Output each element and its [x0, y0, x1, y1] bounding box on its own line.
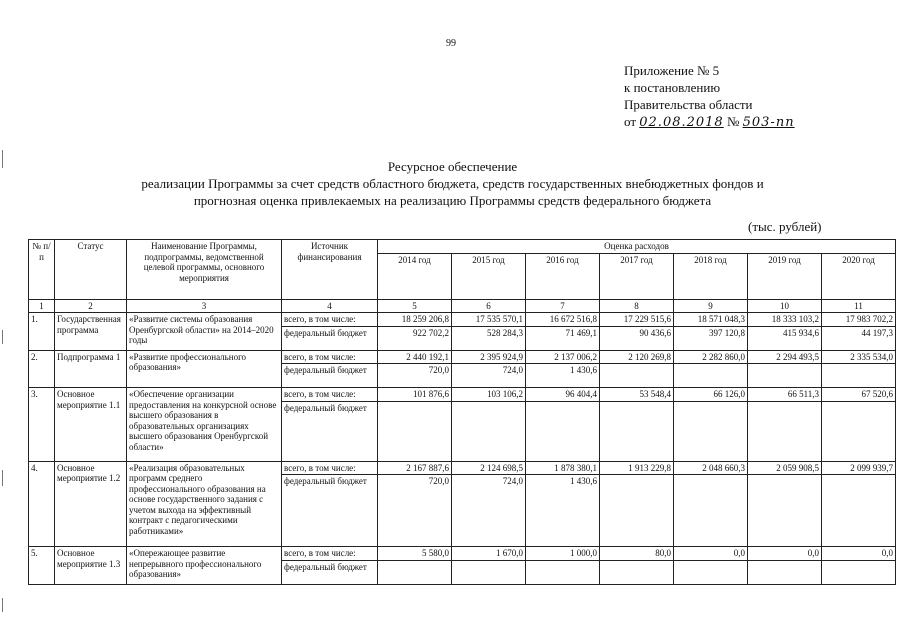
amount-cell: 1 430,6: [526, 475, 600, 547]
amount-cell: 397 120,8: [674, 326, 748, 350]
amount-cell: 0,0: [748, 547, 822, 561]
appendix-line-2: к постановлению: [624, 80, 721, 95]
amount-cell: [822, 401, 896, 461]
title-line-3: прогнозная оценка привлекаемых на реализацию Программы средств федерального бюджета: [193, 193, 712, 208]
amount-cell: [526, 560, 600, 584]
row-name: «Опережающее развитие непрерывного профессионального образования»: [127, 547, 282, 585]
amount-cell: [526, 401, 600, 461]
amount-cell: 2 335 534,0: [822, 350, 896, 364]
row-number: 1.: [29, 313, 55, 351]
column-number: 1: [29, 299, 55, 313]
amount-cell: 101 876,6: [378, 388, 452, 402]
title-line-1: Ресурсное обеспечение: [387, 159, 518, 174]
header-year: 2017 год: [600, 253, 674, 299]
amount-cell: 66 126,0: [674, 388, 748, 402]
table-header: [29, 240, 896, 313]
amount-cell: 415 934,6: [748, 326, 822, 350]
amount-cell: 1 878 380,1: [526, 461, 600, 475]
funding-source: федеральный бюджет: [282, 475, 378, 547]
amount-cell: 2 059 908,5: [748, 461, 822, 475]
table-row: [29, 547, 896, 561]
amount-cell: 67 520,6: [822, 388, 896, 402]
funding-source: федеральный бюджет: [282, 560, 378, 584]
column-number: 9: [674, 299, 748, 313]
appendix-line-3: Правительства области: [624, 97, 753, 112]
row-status: Подпрограмма 1: [55, 350, 127, 388]
column-number: 4: [282, 299, 378, 313]
amount-cell: 2 395 924,9: [452, 350, 526, 364]
amount-cell: 17 229 515,6: [600, 313, 674, 327]
column-number: 5: [378, 299, 452, 313]
amount-cell: 2 137 006,2: [526, 350, 600, 364]
amount-cell: 44 197,3: [822, 326, 896, 350]
header-status: Статус: [55, 240, 127, 300]
amount-cell: 2 282 860,0: [674, 350, 748, 364]
row-status: Основное мероприятие 1.1: [55, 388, 127, 462]
amount-cell: 66 511,3: [748, 388, 822, 402]
row-number: 4.: [29, 461, 55, 547]
handwritten-date: 02.08.2018: [639, 115, 724, 130]
amount-cell: 53 548,4: [600, 388, 674, 402]
appendix-date-line: [624, 113, 795, 131]
scan-edge-mark: [2, 470, 3, 486]
amount-cell: 17 983 702,2: [822, 313, 896, 327]
row-name: «Развитие профессионального образования»: [127, 350, 282, 388]
amount-cell: 16 672 516,8: [526, 313, 600, 327]
amount-cell: 2 124 698,5: [452, 461, 526, 475]
table-body: [29, 313, 896, 585]
amount-cell: 0,0: [822, 547, 896, 561]
funding-source: всего, в том числе:: [282, 547, 378, 561]
funding-source: федеральный бюджет: [282, 364, 378, 388]
amount-cell: 18 333 103,2: [748, 313, 822, 327]
amount-cell: [748, 475, 822, 547]
amount-cell: 2 048 660,3: [674, 461, 748, 475]
header-num: № п/п: [29, 240, 55, 300]
amount-cell: 2 167 887,6: [378, 461, 452, 475]
header-name: Наименование Программы, подпрограммы, ведомственной целевой программы, основного мероприятия: [127, 240, 282, 300]
row-status: Основное мероприятие 1.3: [55, 547, 127, 585]
header-year: 2015 год: [452, 253, 526, 299]
table-row: [29, 388, 896, 402]
header-source: Источник финансирования: [282, 240, 378, 300]
amount-cell: [378, 401, 452, 461]
header-year: 2019 год: [748, 253, 822, 299]
row-status: Основное мероприятие 1.2: [55, 461, 127, 547]
amount-cell: 1 913 229,8: [600, 461, 674, 475]
funding-source: всего, в том числе:: [282, 313, 378, 327]
amount-cell: 720,0: [378, 364, 452, 388]
header-year: 2014 год: [378, 253, 452, 299]
row-name: «Развитие системы образования Оренбургской области» на 2014–2020 годы: [127, 313, 282, 351]
amount-cell: [674, 364, 748, 388]
handwritten-number: 503-пп: [742, 115, 795, 130]
amount-cell: 922 702,2: [378, 326, 452, 350]
amount-cell: [452, 401, 526, 461]
amount-cell: 18 259 206,8: [378, 313, 452, 327]
appendix-block: [624, 62, 795, 131]
units-label: (тыс. рублей): [748, 219, 822, 234]
date-prefix: от: [624, 114, 637, 129]
column-number: 8: [600, 299, 674, 313]
amount-cell: [600, 475, 674, 547]
header-year: 2018 год: [674, 253, 748, 299]
amount-cell: [674, 475, 748, 547]
table-row: [29, 461, 896, 475]
amount-cell: 103 106,2: [452, 388, 526, 402]
amount-cell: 18 571 048,3: [674, 313, 748, 327]
amount-cell: [822, 560, 896, 584]
amount-cell: [378, 560, 452, 584]
amount-cell: 724,0: [452, 364, 526, 388]
amount-cell: 71 469,1: [526, 326, 600, 350]
funding-source: всего, в том числе:: [282, 461, 378, 475]
amount-cell: [748, 364, 822, 388]
header-estimate: Оценка расходов: [378, 240, 896, 254]
amount-cell: 2 440 192,1: [378, 350, 452, 364]
header-year: 2016 год: [526, 253, 600, 299]
column-number: 11: [822, 299, 896, 313]
table-row: [29, 350, 896, 364]
amount-cell: 5 580,0: [378, 547, 452, 561]
amount-cell: 1 430,6: [526, 364, 600, 388]
amount-cell: [452, 560, 526, 584]
amount-cell: 17 535 570,1: [452, 313, 526, 327]
amount-cell: 2 120 269,8: [600, 350, 674, 364]
amount-cell: 0,0: [674, 547, 748, 561]
scan-edge-mark: [2, 330, 3, 344]
amount-cell: [600, 364, 674, 388]
appendix-line-1: Приложение № 5: [624, 63, 720, 78]
amount-cell: [822, 364, 896, 388]
amount-cell: [748, 401, 822, 461]
budget-table: [28, 239, 896, 585]
header-year: 2020 год: [822, 253, 896, 299]
funding-source: всего, в том числе:: [282, 388, 378, 402]
row-number: 3.: [29, 388, 55, 462]
amount-cell: 96 404,4: [526, 388, 600, 402]
row-number: 2.: [29, 350, 55, 388]
amount-cell: [674, 401, 748, 461]
funding-source: всего, в том числе:: [282, 350, 378, 364]
column-number: 6: [452, 299, 526, 313]
amount-cell: 1 670,0: [452, 547, 526, 561]
scan-edge-mark: [2, 598, 3, 612]
amount-cell: 2 294 493,5: [748, 350, 822, 364]
page-number: 99: [446, 38, 456, 49]
row-name: «Реализация образовательных программ среднего профессионального образования на основе государственного задания с учетом выхода на эффективный контракт с педагогическими работниками»: [127, 461, 282, 547]
column-number: 3: [127, 299, 282, 313]
funding-source: федеральный бюджет: [282, 326, 378, 350]
amount-cell: [748, 560, 822, 584]
row-number: 5.: [29, 547, 55, 585]
table-row: [29, 313, 896, 327]
amount-cell: [822, 475, 896, 547]
amount-cell: 720,0: [378, 475, 452, 547]
row-status: Государственная программа: [55, 313, 127, 351]
funding-source: федеральный бюджет: [282, 401, 378, 461]
column-number: 10: [748, 299, 822, 313]
amount-cell: 90 436,6: [600, 326, 674, 350]
document-title: [0, 158, 905, 209]
title-line-2: реализации Программы за счет средств областного бюджета, средств государственных внебюджетных фондов и: [141, 176, 764, 191]
amount-cell: 2 099 939,7: [822, 461, 896, 475]
number-prefix: №: [726, 114, 740, 129]
amount-cell: 80,0: [600, 547, 674, 561]
row-name: «Обеспечение организации предоставления на конкурсной основе высшего образования в образовательных организациях высшего образования Оренбургской области»: [127, 388, 282, 462]
amount-cell: 724,0: [452, 475, 526, 547]
amount-cell: [674, 560, 748, 584]
amount-cell: [600, 560, 674, 584]
amount-cell: 1 000,0: [526, 547, 600, 561]
amount-cell: 528 284,3: [452, 326, 526, 350]
column-number: 2: [55, 299, 127, 313]
column-number: 7: [526, 299, 600, 313]
amount-cell: [600, 401, 674, 461]
